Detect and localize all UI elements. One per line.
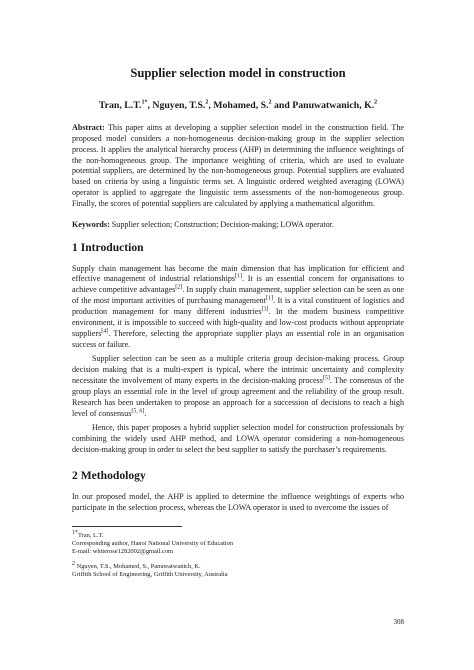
author-separator: , <box>208 100 214 111</box>
paragraph-text: . <box>144 408 147 418</box>
paragraph-text: . It is a vital constituent of logistics and production management for many different industries <box>72 296 405 316</box>
footnote-divider <box>72 526 182 527</box>
paragraph-text: Hence, this paper proposes a hybrid supplier selection model for construction professionals by combining the widely used AHP method, and LOWA operator considering a non-homogeneous decision-making group in order to select the best supplier to satisfy the purchaser’s requirements. <box>72 423 404 455</box>
paragraph-text: . It is an essential concern for organisations to achieve competitive advantages <box>72 274 404 295</box>
author-affiliation-mark: 2 <box>374 99 378 106</box>
author-name: Nguyen, T.S. <box>152 100 206 111</box>
footnote-2 <box>72 560 404 580</box>
author-affiliation-mark: 1* <box>141 99 148 106</box>
footnote-text: Nguyen, T.S., Mohamed, S., Panuwatwanich, K. <box>75 562 201 570</box>
author-conjunction: and <box>273 100 290 111</box>
author-name: Mohamed, S. <box>213 100 269 111</box>
author-affiliation-mark: 2 <box>268 99 272 106</box>
keywords <box>72 220 404 231</box>
author-name: Tran, L.T. <box>98 100 142 111</box>
keywords-label: Keywords: <box>72 219 110 229</box>
body-paragraph <box>72 492 404 514</box>
abstract <box>72 123 404 210</box>
paragraph-text: . In the modern business competitive environment, it is impossible to succeed with high-quality and low-cost products without appropriate suppliers <box>72 306 404 338</box>
citation-mark: [5, 6] <box>131 407 145 414</box>
footnote-mark: 2 <box>72 560 75 567</box>
abstract-text: This paper aims at developing a supplier selection model in the construction field. The proposed model considers a non-homogeneous decision-making group in the supplier selection process. It applies the analytical hierarchy process (AHP) in determining the influence weightings of the non-homogeneous group. The importance weighting of criteria, which are used to evaluate potential suppliers, are determined by the non-homogeneous group. Potential suppliers are evaluated based on criteria by using a linguistic terms set. A linguistic ordered weighted averaging (LOWA) operator is applied to aggregate the linguistic term assessments of the non-homogeneous group. Finally, the scores of potential suppliers are calculated by applying a mathematical algorithm. <box>72 123 404 208</box>
keywords-text: Supplier selection; Construction; Decision-making; LOWA operator. <box>111 219 334 229</box>
section-heading-methodology: 2 Methodology <box>72 468 146 482</box>
paragraph-text: In our proposed model, the AHP is applied to determine the influence weightings of experts who participate in the selection process, whereas the LOWA operator is used to overcome the issues of <box>72 491 404 512</box>
citation-mark: [5] <box>322 375 330 382</box>
body-paragraph <box>72 423 404 456</box>
footnote-text: Griffith School of Engineering, Griffith University, Australia <box>72 570 228 578</box>
author-affiliation-mark: 2 <box>205 99 209 106</box>
author-list <box>72 100 404 111</box>
section-body-introduction <box>72 264 404 456</box>
paragraph-text: . The consensus of the group plays an essential role in the level of group agreement and the reliability of the group result. Research has been undertaken to propose an approach for a succession of decisions to reach a high level of consensus <box>72 376 404 418</box>
footnote-mark: 1* <box>72 529 78 536</box>
citation-mark: [1] <box>265 295 273 302</box>
body-paragraph <box>72 264 404 351</box>
author-name: Panuwatwanich, K. <box>292 100 375 111</box>
paragraph-text: Supply chain management has become the main dimension that has implication for efficient and effective management of industrial relationships <box>72 263 404 284</box>
footnote-1 <box>72 529 404 557</box>
footnote-text: Corresponding author, Hanoi National University of Education <box>72 539 234 547</box>
citation-mark: [2] <box>175 284 183 291</box>
page-number: 308 <box>393 618 404 626</box>
footnote-author-name: Tran, L.T. <box>78 531 104 539</box>
section-heading-introduction: 1 Introduction <box>72 240 144 254</box>
citation-mark: [1] <box>235 273 243 280</box>
footnote-email: E-mail: whiterose1282002@gmail.com <box>72 548 174 556</box>
paragraph-text: . In supply chain management, supplier selection can be seen as one of the most important activities of purchasing management <box>72 285 404 306</box>
author-separator: , <box>147 100 153 111</box>
citation-mark: [4] <box>101 327 109 334</box>
citation-mark: [3] <box>261 306 269 313</box>
abstract-label: Abstract: <box>72 123 105 132</box>
paper-title: Supplier selection model in construction <box>130 66 346 80</box>
body-paragraph <box>72 354 404 419</box>
paragraph-text: Supplier selection can be seen as a multiple criteria group decision-making process. Group decision making that is a multi-expert is typical, where the intrinsic uncertainty and complexity necessitate the involvement of many experts in the decision-making process <box>72 354 404 386</box>
section-body-methodology <box>72 492 404 514</box>
paragraph-text: . Therefore, selecting the appropriate supplier plays an essential role in an organisation success or failure. <box>72 328 404 349</box>
